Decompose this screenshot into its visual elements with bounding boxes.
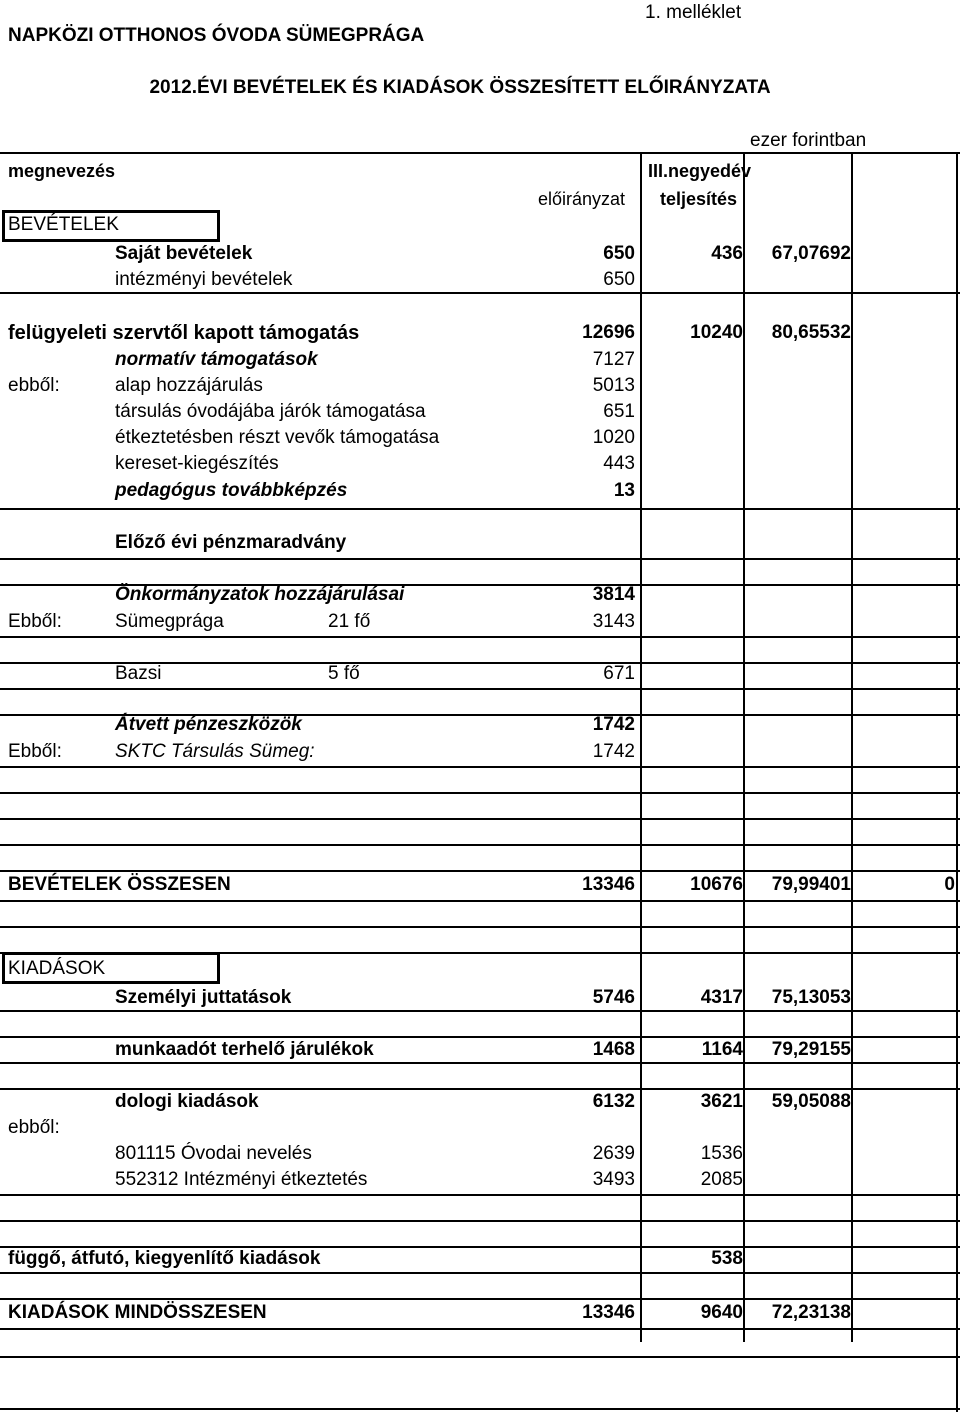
row-line (0, 1328, 960, 1330)
own-revenue-label: Saját bevételek (115, 243, 253, 264)
teacher-training-label: pedagógus továbbképzés (115, 480, 348, 501)
base-plan: 5013 (592, 375, 635, 396)
pending-actual: 538 (711, 1248, 743, 1269)
row-line (0, 292, 960, 294)
column-divider-3 (851, 152, 853, 1342)
income-total-plan: 13346 (582, 874, 635, 895)
municipal-label: Önkormányzatok hozzájárulásai (115, 584, 405, 605)
row-line (0, 818, 960, 820)
column-header-quarter: III.negyedév (648, 161, 752, 181)
table-bottom-border (0, 1408, 960, 1410)
of-which-label-2: Ebből: (8, 611, 62, 632)
income-total-extra: 0 (944, 874, 955, 895)
attachment-label: 1. melléklet (645, 2, 742, 23)
row-line (0, 900, 960, 902)
row-line (0, 870, 960, 872)
column-divider-4 (956, 152, 958, 1412)
row-line (0, 766, 960, 768)
income-total-actual: 10676 (690, 874, 743, 895)
expense-of-which-label: ebből: (8, 1117, 60, 1138)
transferred-plan: 1742 (592, 714, 635, 735)
catering-expense-label: 552312 Intézményi étkeztetés (115, 1169, 368, 1190)
contributions-label: munkaadót terhelő járulékok (115, 1039, 374, 1060)
row-line (0, 1010, 960, 1012)
personnel-pct: 75,13053 (771, 987, 851, 1008)
row-line (0, 636, 960, 638)
of-which-label: ebből: (8, 375, 60, 396)
own-revenue-pct: 67,07692 (771, 243, 851, 264)
material-pct: 59,05088 (771, 1091, 851, 1112)
kindergarten-actual: 1536 (700, 1143, 743, 1164)
normative-plan: 7127 (592, 349, 635, 370)
sktc-label: SKTC Társulás Sümeg: (115, 741, 315, 762)
row-line (0, 1036, 960, 1038)
pending-label: függő, átfutó, kiegyenlítő kiadások (8, 1248, 321, 1269)
income-heading: BEVÉTELEK (8, 214, 119, 235)
sumegpraga-plan: 3143 (592, 611, 635, 632)
own-revenue-actual: 436 (711, 243, 743, 264)
personnel-plan: 5746 (592, 987, 635, 1008)
contributions-pct: 79,29155 (771, 1039, 851, 1060)
of-which-label-3: Ebből: (8, 741, 62, 762)
expense-total-label: KIADÁSOK MINDÖSSZESEN (8, 1302, 267, 1323)
sktc-plan: 1742 (592, 741, 635, 762)
sumegpraga-label: Sümegprága (115, 611, 224, 632)
base-label: alap hozzájárulás (115, 375, 263, 396)
prev-surplus-label: Előző évi pénzmaradvány (115, 532, 347, 553)
row-line (0, 926, 960, 928)
material-actual: 3621 (700, 1091, 743, 1112)
transferred-label: Átvett pénzeszközök (115, 714, 302, 735)
own-revenue-plan: 650 (603, 243, 635, 264)
row-line (0, 558, 960, 560)
contributions-plan: 1468 (592, 1039, 635, 1060)
catering-expense-plan: 3493 (592, 1169, 635, 1190)
row-line (0, 1272, 960, 1274)
row-line (0, 792, 960, 794)
personnel-actual: 4317 (700, 987, 743, 1008)
material-label: dologi kiadások (115, 1091, 259, 1112)
row-line (0, 1194, 960, 1196)
inst-revenue-plan: 650 (603, 269, 635, 290)
support-plan: 12696 (582, 322, 635, 343)
row-line (0, 1356, 960, 1358)
income-total-label: BEVÉTELEK ÖSSZESEN (8, 874, 231, 895)
bazsi-people: 5 fő (328, 663, 360, 684)
table-top-border (0, 152, 960, 154)
expense-total-plan: 13346 (582, 1302, 635, 1323)
catering-support-label: étkeztetésben részt vevők támogatása (115, 427, 440, 448)
kindergarten-label: 801115 Óvodai nevelés (115, 1143, 312, 1164)
contributions-actual: 1164 (701, 1039, 743, 1060)
document-title: 2012.ÉVI BEVÉTELEK ÉS KIADÁSOK ÖSSZESÍTETT ELŐIRÁNYZATA (149, 77, 771, 98)
column-header-plan: előirányzat (538, 189, 626, 209)
row-line (0, 1220, 960, 1222)
expense-heading: KIADÁSOK (8, 958, 106, 979)
bazsi-label: Bazsi (115, 663, 162, 684)
association-plan: 651 (603, 401, 635, 422)
support-actual: 10240 (690, 322, 743, 343)
support-label: felügyeleti szervtől kapott támogatás (8, 322, 360, 344)
wage-supplement-plan: 443 (603, 453, 635, 474)
income-total-pct: 79,99401 (771, 874, 851, 895)
expense-total-actual: 9640 (700, 1302, 743, 1323)
row-line (0, 1298, 960, 1300)
municipal-plan: 3814 (592, 584, 635, 605)
expense-total-pct: 72,23138 (771, 1302, 851, 1323)
wage-supplement-label: kereset-kiegészítés (115, 453, 279, 474)
row-line (0, 688, 960, 690)
bazsi-plan: 671 (603, 663, 635, 684)
personnel-label: Személyi juttatások (115, 987, 292, 1008)
association-label: társulás óvodájába járók támogatása (115, 401, 426, 422)
support-pct: 80,65532 (771, 322, 851, 343)
unit-label: ezer forintban (750, 130, 867, 151)
inst-revenue-label: intézményi bevételek (115, 269, 293, 290)
row-line (0, 1088, 960, 1090)
catering-expense-actual: 2085 (700, 1169, 743, 1190)
column-header-name: megnevezés (8, 161, 116, 181)
catering-support-plan: 1020 (592, 427, 635, 448)
material-plan: 6132 (592, 1091, 635, 1112)
row-line (0, 508, 960, 510)
institution-name: NAPKÖZI OTTHONOS ÓVODA SÜMEGPRÁGA (8, 25, 425, 46)
row-line (0, 1062, 960, 1064)
teacher-training-plan: 13 (613, 480, 635, 501)
normative-label: normatív támogatások (115, 349, 318, 370)
sumegpraga-people: 21 fő (328, 611, 371, 632)
row-line (0, 844, 960, 846)
column-header-actual: teljesítés (660, 189, 738, 209)
kindergarten-plan: 2639 (592, 1143, 635, 1164)
